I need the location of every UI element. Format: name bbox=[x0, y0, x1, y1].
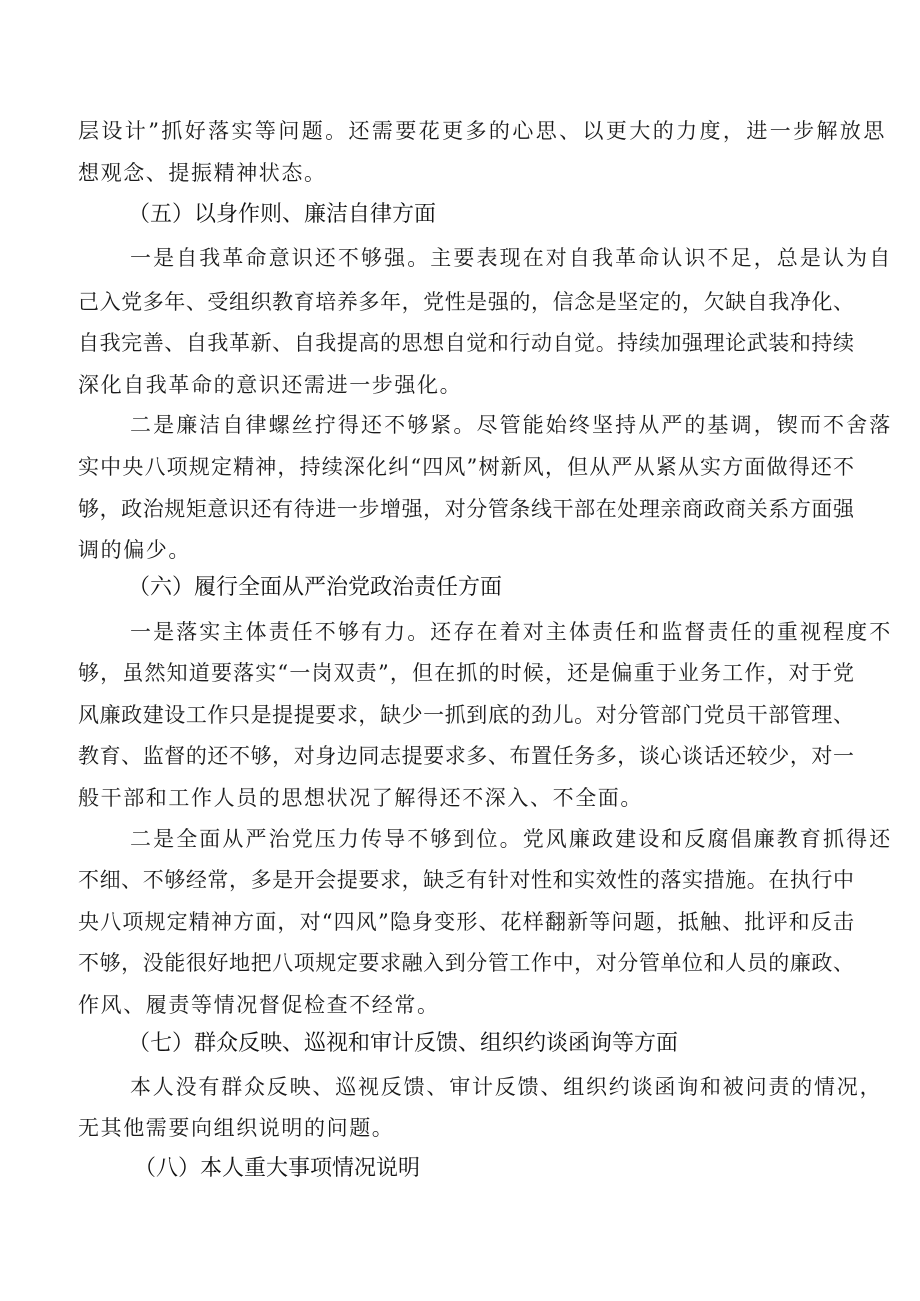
section-heading-5: （五）以身作则、廉洁自律方面 bbox=[128, 202, 437, 227]
text-line: 自我完善、自我革新、自我提高的思想自觉和行动自觉。持续加强理论武装和持续 bbox=[78, 331, 854, 355]
text-line: 想观念、提振精神状态。 bbox=[78, 161, 327, 185]
text-line: 己入党多年、受组织教育培养多年，党性是强的，信念是坚定的，欠缺自我净化、 bbox=[78, 290, 854, 314]
section-heading-7: （七）群众反映、巡视和审计反馈、组织约谈函询等方面 bbox=[128, 1031, 679, 1056]
text-line: 层设计”抓好落实等问题。还需要花更多的心思、以更大的力度，进一步解放思 bbox=[78, 119, 887, 143]
section-heading-6: （六）履行全面从严治党政治责任方面 bbox=[128, 575, 503, 600]
text-line: 一是落实主体责任不够有力。还存在着对主体责任和监督责任的重视程度不 bbox=[130, 620, 893, 644]
text-line: 二是全面从严治党压力传导不够到位。党风廉政建设和反腐倡廉教育抓得还 bbox=[130, 827, 893, 851]
text-line: 无其他需要向组织说明的问题。 bbox=[78, 1116, 395, 1140]
text-line: 够，政治规矩意识还有待进一步增强，对分管条线干部在处理亲商政商关系方面强 bbox=[78, 497, 854, 521]
text-line: 作风、履责等情况督促检查不经常。 bbox=[78, 993, 440, 1017]
text-line: 够，虽然知道要落实“一岗双责”，但在抓的时候，还是偏重于业务工作，对于党 bbox=[78, 661, 854, 685]
text-line: 风廉政建设工作只是提提要求，缺少一抓到底的劲儿。对分管部门党员干部管理、 bbox=[78, 703, 854, 727]
text-line: 不够，没能很好地把八项规定要求融入到分管工作中，对分管单位和人员的廉政、 bbox=[78, 951, 854, 975]
text-line: 央八项规定精神方面，对“四风”隐身变形、花样翻新等问题，抵触、批评和反击 bbox=[78, 910, 854, 934]
text-line: 深化自我革命的意识还需进一步强化。 bbox=[78, 373, 463, 397]
text-line: 二是廉洁自律螺丝拧得还不够紧。尽管能始终坚持从严的基调，锲而不舍落 bbox=[130, 413, 893, 437]
section-heading-8: （八）本人重大事项情况说明 bbox=[134, 1156, 421, 1181]
text-line: 一是自我革命意识还不够强。主要表现在对自我革命认识不足，总是认为自 bbox=[130, 246, 893, 270]
text-line: 般干部和工作人员的思想状况了解得还不深入、不全面。 bbox=[78, 786, 643, 810]
text-line: 本人没有群众反映、巡视反馈、审计反馈、组织约谈函询和被问责的情况， bbox=[130, 1075, 883, 1099]
text-line: 不细、不够经常，多是开会提要求，缺乏有针对性和实效性的落实措施。在执行中 bbox=[78, 868, 854, 892]
text-line: 调的偏少。 bbox=[78, 538, 191, 562]
text-line: 实中央八项规定精神，持续深化纠“四风”树新风，但从严从紧从实方面做得还不 bbox=[78, 455, 854, 479]
text-line: 教育、监督的还不够，对身边同志提要求多、布置任务多，谈心谈话还较少，对一 bbox=[78, 744, 854, 768]
